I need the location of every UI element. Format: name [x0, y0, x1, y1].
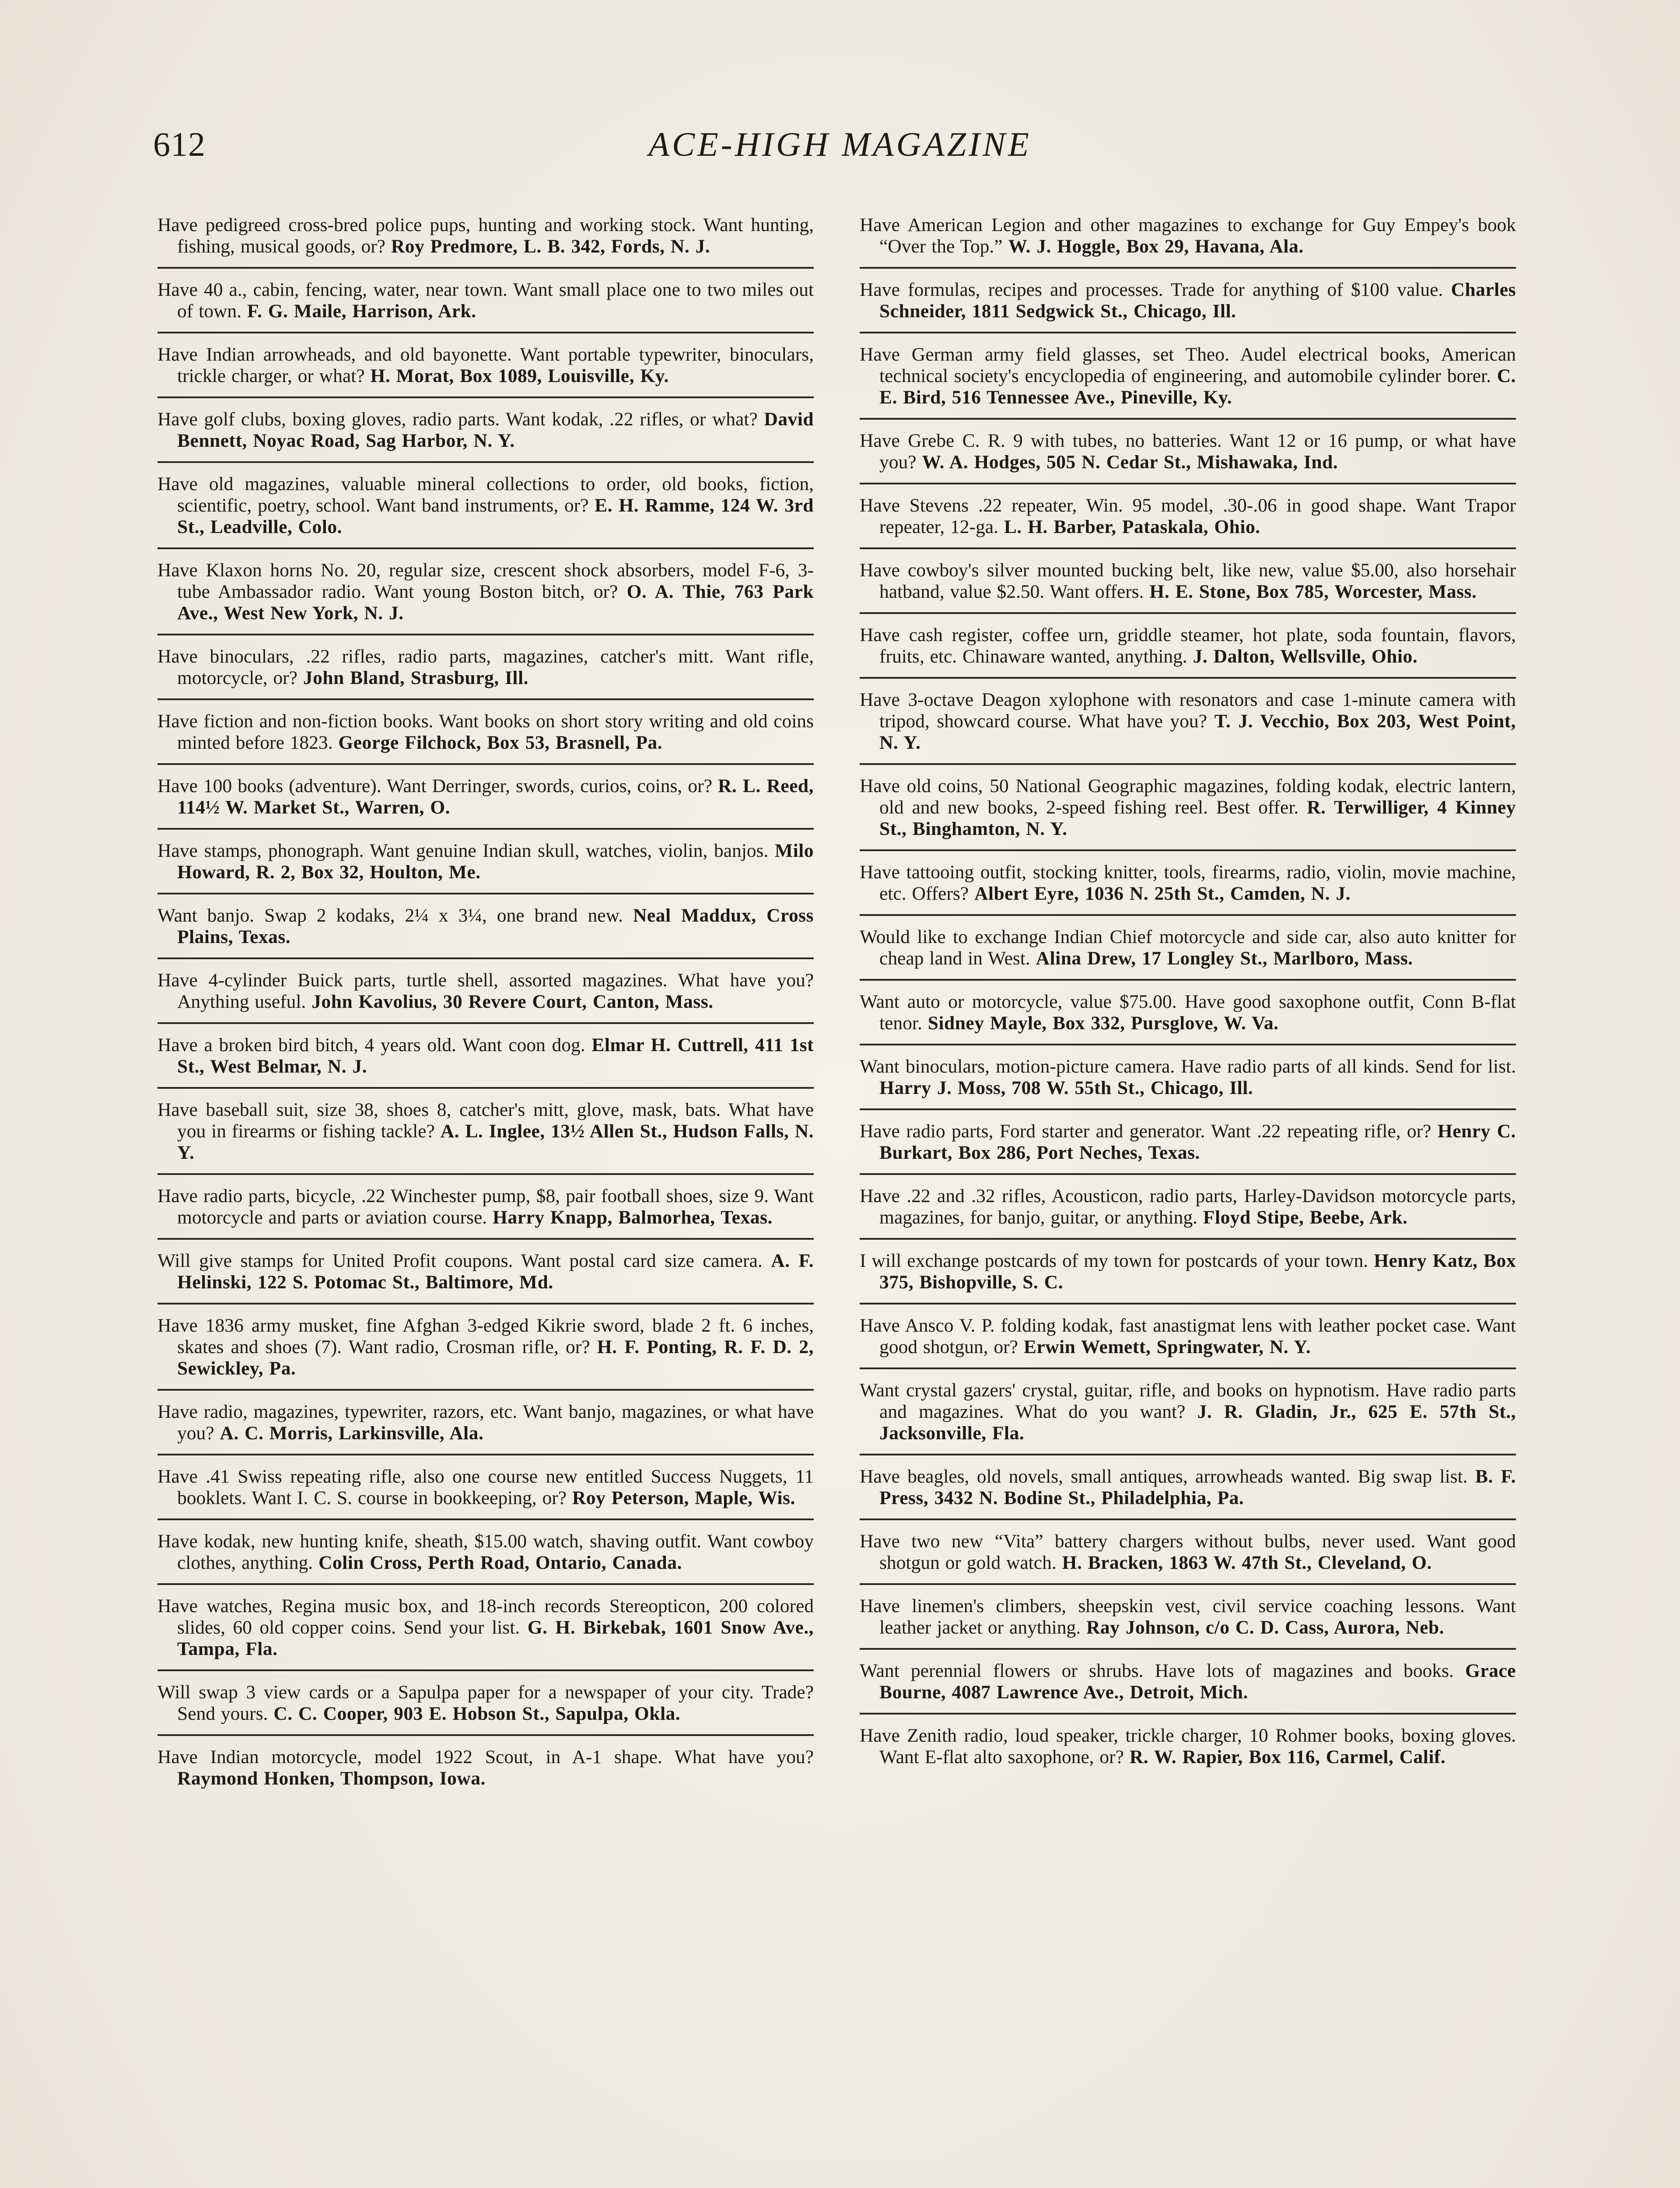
ad-contact: J. Dalton, Wellsville, Ohio.: [1193, 646, 1418, 667]
ad-text: Have golf clubs, boxing gloves, radio parts. Want kodak, .22 rifles, or what?: [158, 409, 758, 430]
ad-contact: W. A. Hodges, 505 N. Cedar St., Mishawaka, Ind.: [922, 452, 1338, 473]
ad-text: Have tattooing outfit, stocking knitter, tools, firearms, radio, violin, movie machine, etc. Offers?: [860, 862, 1516, 904]
classified-ad: [158, 1099, 814, 1175]
classified-ad: [158, 1682, 814, 1736]
classified-ad: [860, 1250, 1516, 1304]
ad-text: Have linemen's climbers, sheepskin vest, civil service coaching lessons. Want leather jacket or anything.: [860, 1595, 1516, 1638]
classified-ad: [158, 473, 814, 549]
ad-contact: R. W. Rapier, Box 116, Carmel, Calif.: [1129, 1746, 1446, 1767]
classified-ad: [158, 1315, 814, 1391]
classified-ad: [158, 214, 814, 269]
classified-ad: [860, 624, 1516, 679]
ad-contact: Albert Eyre, 1036 N. 25th St., Camden, N. J.: [974, 883, 1351, 904]
ad-contact: F. G. Maile, Harrison, Ark.: [247, 301, 476, 322]
ad-contact: John Kavolius, 30 Revere Court, Canton, Mass.: [312, 991, 714, 1012]
ad-contact: Floyd Stipe, Beebe, Ark.: [1203, 1207, 1408, 1228]
classified-ad: [860, 1185, 1516, 1240]
ad-contact: Milo Howard, R. 2, Box 32, Houlton, Me.: [177, 840, 814, 883]
classified-ad: [860, 689, 1516, 765]
ad-contact: T. J. Vecchio, Box 203, West Point, N. Y.: [879, 711, 1516, 753]
ad-text: Will swap 3 view cards or a Sapulpa paper for a newspaper of your city. Trade? Send yours.: [158, 1682, 814, 1724]
classified-ad: [860, 495, 1516, 549]
ad-contact: H. F. Ponting, R. F. D. 2, Sewickley, Pa.: [177, 1336, 814, 1379]
ad-text: Have Indian arrowheads, and old bayonette. Want portable typewriter, binoculars, trickle charger, or what?: [158, 344, 814, 386]
ad-text: Want perennial flowers or shrubs. Have lots of magazines and books.: [860, 1660, 1454, 1681]
ad-text: Want crystal gazers' crystal, guitar, rifle, and books on hypnotism. Have radio parts and magazines. What do you want?: [860, 1380, 1516, 1422]
classified-ad: [860, 1531, 1516, 1585]
ad-contact: H. Morat, Box 1089, Louisville, Ky.: [370, 365, 669, 386]
ad-text: Have .41 Swiss repeating rifle, also one course new entitled Success Nuggets, 11 booklets. Want I. C. S. course in bookkeeping, or?: [158, 1466, 814, 1508]
classified-ad: [158, 711, 814, 765]
classified-ad: [860, 560, 1516, 614]
page-number: 612: [153, 125, 206, 163]
ad-text: Have 4-cylinder Buick parts, turtle shell, assorted magazines. What have you? Anything useful.: [158, 970, 814, 1012]
classified-ad: [860, 1056, 1516, 1110]
ad-contact: R. L. Reed, 114½ W. Market St., Warren, O.: [177, 775, 814, 818]
ad-text: Have two new “Vita” battery chargers without bulbs, never used. Want good shotgun or gold watch.: [860, 1531, 1516, 1573]
classified-ad: [860, 1121, 1516, 1175]
ad-text: Have baseball suit, size 38, shoes 8, catcher's mitt, glove, mask, bats. What have you in firearms or fishing tackle?: [158, 1099, 814, 1142]
ad-contact: L. H. Barber, Pataskala, Ohio.: [1004, 516, 1260, 537]
ad-text: Have old coins, 50 National Geographic magazines, folding kodak, electric lantern, old and new books, 2-speed fishing reel. Best offer.: [860, 775, 1516, 818]
ad-text: Have 3-octave Deagon xylophone with resonators and case 1-minute camera with tripod, showcard course. What have you?: [860, 689, 1516, 732]
ad-text: Have 100 books (adventure). Want Derringer, swords, curios, coins, or?: [158, 775, 712, 796]
classified-ad: [860, 1380, 1516, 1455]
ad-contact: Alina Drew, 17 Longley St., Marlboro, Mass.: [1036, 948, 1413, 969]
left-column: [158, 214, 814, 1809]
ad-contact: Elmar H. Cuttrell, 411 1st St., West Belmar, N. J.: [177, 1034, 814, 1077]
ad-contact: Henry Katz, Box 375, Bishopville, S. C.: [879, 1250, 1516, 1293]
classified-ad: [158, 1746, 814, 1799]
classified-ad: [158, 344, 814, 398]
ad-contact: O. A. Thie, 763 Park Ave., West New York, N. J.: [177, 581, 814, 624]
ad-text: Have Klaxon horns No. 20, regular size, crescent shock absorbers, model F-6, 3-tube Ambassador radio. Want young Boston bitch, or?: [158, 560, 814, 602]
classified-ad: [158, 840, 814, 894]
classified-ad: [860, 1315, 1516, 1369]
ad-text: Have Zenith radio, loud speaker, trickle charger, 10 Rohmer books, boxing gloves. Want E-flat alto saxophone, or?: [860, 1725, 1516, 1767]
ad-contact: Roy Predmore, L. B. 342, Fords, N. J.: [391, 236, 710, 257]
ad-text: Have watches, Regina music box, and 18-inch records Stereopticon, 200 colored slides, 60 old copper coins. Send your list.: [158, 1595, 814, 1638]
classified-ad: [860, 214, 1516, 269]
ad-contact: H. E. Stone, Box 785, Worcester, Mass.: [1149, 581, 1477, 602]
ad-contact: B. F. Press, 3432 N. Bodine St., Philadelphia, Pa.: [879, 1466, 1516, 1508]
classified-ad: [860, 1466, 1516, 1520]
classified-ad: [158, 775, 814, 830]
ad-text: Have Stevens .22 repeater, Win. 95 model, .30-.06 in good shape. Want Trapor repeater, 12-ga.: [860, 495, 1516, 537]
ad-text: Have .22 and .32 rifles, Acousticon, radio parts, Harley-Davidson motorcycle parts, magazines, for banjo, guitar, or anything.: [860, 1185, 1516, 1228]
ad-contact: J. R. Gladin, Jr., 625 E. 57th St., Jacksonville, Fla.: [879, 1401, 1516, 1444]
classified-ad: [860, 279, 1516, 333]
classified-ad: [158, 1531, 814, 1585]
ad-text: Would like to exchange Indian Chief motorcycle and side car, also auto knitter for cheap land in West.: [860, 926, 1516, 969]
ad-contact: W. J. Hoggle, Box 29, Havana, Ala.: [1008, 236, 1304, 257]
classified-ad: [158, 1401, 814, 1455]
classified-ad: [860, 1595, 1516, 1650]
ad-text: Have 1836 army musket, fine Afghan 3-edged Kikrie sword, blade 2 ft. 6 inches, skates and shoes (7). Want radio, Crosman rifle, or?: [158, 1315, 814, 1357]
ad-contact: Harry Knapp, Balmorhea, Texas.: [493, 1207, 773, 1228]
classified-ad: [860, 862, 1516, 916]
ad-contact: C. C. Cooper, 903 E. Hobson St., Sapulpa, Okla.: [273, 1703, 681, 1724]
classified-ad: [860, 344, 1516, 420]
classified-ad: [860, 1725, 1516, 1778]
ad-contact: George Filchock, Box 53, Brasnell, Pa.: [338, 732, 663, 753]
classified-ad: [860, 1660, 1516, 1715]
classified-ad: [158, 1250, 814, 1304]
ad-text: Have stamps, phonograph. Want genuine Indian skull, watches, violin, banjos.: [158, 840, 769, 861]
right-column: [860, 214, 1516, 1788]
ad-text: Have cowboy's silver mounted bucking belt, like new, value $5.00, also horsehair hatband, value $2.50. Want offers.: [860, 560, 1516, 602]
ad-contact: H. Bracken, 1863 W. 47th St., Cleveland, O.: [1062, 1552, 1432, 1573]
ad-text: Will give stamps for United Profit coupons. Want postal card size camera.: [158, 1250, 763, 1271]
ad-contact: Henry C. Burkart, Box 286, Port Neches, Texas.: [879, 1121, 1516, 1163]
ad-text: Have formulas, recipes and processes. Trade for anything of $100 value.: [860, 279, 1443, 300]
ad-contact: A. C. Morris, Larkinsville, Ala.: [220, 1423, 484, 1444]
ad-text: Have fiction and non-fiction books. Want books on short story writing and old coins minted before 1823.: [158, 711, 814, 753]
ad-contact: C. E. Bird, 516 Tennessee Ave., Pineville, Ky.: [879, 365, 1516, 408]
ad-text: Have a broken bird bitch, 4 years old. Want coon dog.: [158, 1034, 585, 1055]
ad-contact: Neal Maddux, Cross Plains, Texas.: [177, 905, 814, 947]
classified-ad: [158, 905, 814, 959]
classified-ad: [158, 279, 814, 333]
ad-contact: Colin Cross, Perth Road, Ontario, Canada.: [318, 1552, 682, 1573]
ad-text: Have Grebe C. R. 9 with tubes, no batteries. Want 12 or 16 pump, or what have you?: [860, 430, 1516, 473]
classified-ad: [158, 560, 814, 635]
ad-text: Want binoculars, motion-picture camera. Have radio parts of all kinds. Send for list.: [860, 1056, 1516, 1077]
classified-ad: [158, 646, 814, 700]
classified-ad: [158, 1595, 814, 1671]
ad-contact: A. L. Inglee, 13½ Allen St., Hudson Falls, N. Y.: [177, 1121, 814, 1163]
classified-ad: [860, 775, 1516, 851]
classified-ad: [158, 1466, 814, 1520]
classified-ad: [860, 926, 1516, 981]
ad-text: Have 40 a., cabin, fencing, water, near town. Want small place one to two miles out of town.: [158, 279, 814, 322]
classified-ad: [860, 430, 1516, 484]
ad-text: Want auto or motorcycle, value $75.00. Have good saxophone outfit, Conn B-flat tenor.: [860, 991, 1516, 1034]
ad-contact: Harry J. Moss, 708 W. 55th St., Chicago, Ill.: [879, 1077, 1253, 1098]
ad-text: Have old magazines, valuable mineral collections to order, old books, fiction, scientific, poetry, school. Want band instruments, or?: [158, 473, 814, 516]
ad-text: I will exchange postcards of my town for postcards of your town.: [860, 1250, 1368, 1271]
ad-text: Have radio parts, Ford starter and generator. Want .22 repeating rifle, or?: [860, 1121, 1432, 1142]
classified-ad: [860, 991, 1516, 1045]
classified-ad: [158, 970, 814, 1024]
ad-text: Have Indian motorcycle, model 1922 Scout, in A-1 shape. What have you?: [158, 1746, 814, 1767]
ad-contact: A. F. Helinski, 122 S. Potomac St., Baltimore, Md.: [177, 1250, 814, 1293]
ad-text: Have radio parts, bicycle, .22 Winchester pump, $8, pair football shoes, size 9. Want motorcycle and parts or aviation course.: [158, 1185, 814, 1228]
ad-text: Have American Legion and other magazines to exchange for Guy Empey's book “Over the Top.”: [860, 214, 1516, 257]
ad-text: Have pedigreed cross-bred police pups, hunting and working stock. Want hunting, fishing, musical goods, or?: [158, 214, 814, 257]
ad-contact: Charles Schneider, 1811 Sedgwick St., Chicago, Ill.: [879, 279, 1516, 322]
ad-contact: E. H. Ramme, 124 W. 3rd St., Leadville, Colo.: [177, 495, 814, 537]
ad-contact: Erwin Wemett, Springwater, N. Y.: [1023, 1336, 1311, 1357]
ad-contact: Sidney Mayle, Box 332, Pursglove, W. Va.: [928, 1013, 1279, 1034]
ad-text: Have kodak, new hunting knife, sheath, $15.00 watch, shaving outfit. Want cowboy clothes, anything.: [158, 1531, 814, 1573]
ad-contact: Ray Johnson, c/o C. D. Cass, Aurora, Neb.: [1086, 1617, 1445, 1638]
ad-text: Want banjo. Swap 2 kodaks, 2¼ x 3¼, one brand new.: [158, 905, 623, 926]
ad-text: Have beagles, old novels, small antiques, arrowheads wanted. Big swap list.: [860, 1466, 1468, 1487]
running-head-title: ACE-HIGH MAGAZINE: [648, 125, 1032, 163]
ad-contact: Raymond Honken, Thompson, Iowa.: [177, 1768, 486, 1789]
ad-contact: Grace Bourne, 4087 Lawrence Ave., Detroit, Mich.: [879, 1660, 1516, 1703]
ad-contact: John Bland, Strasburg, Ill.: [303, 667, 528, 688]
ad-contact: David Bennett, Noyac Road, Sag Harbor, N. Y.: [177, 409, 814, 451]
ad-text: Have radio, magazines, typewriter, razors, etc. Want banjo, magazines, or what have you?: [158, 1401, 814, 1444]
ad-text: Have Ansco V. P. folding kodak, fast anastigmat lens with leather pocket case. Want good shotgun, or?: [860, 1315, 1516, 1357]
ad-contact: R. Terwilliger, 4 Kinney St., Binghamton, N. Y.: [879, 797, 1516, 839]
classified-ad: [158, 409, 814, 463]
ad-contact: Roy Peterson, Maple, Wis.: [572, 1487, 795, 1508]
ad-text: Have binoculars, .22 rifles, radio parts, magazines, catcher's mitt. Want rifle, motorcycle, or?: [158, 646, 814, 688]
classified-ad: [158, 1185, 814, 1240]
ad-text: Have German army field glasses, set Theo. Audel electrical books, American technical society's encyclopedia of engineering, and automobile cylinder borer.: [860, 344, 1516, 386]
ad-text: Have cash register, coffee urn, griddle steamer, hot plate, soda fountain, flavors, fruits, etc. Chinaware wanted, anything.: [860, 624, 1516, 667]
classified-ad: [158, 1034, 814, 1089]
ad-contact: G. H. Birkebak, 1601 Snow Ave., Tampa, Fla.: [177, 1617, 814, 1659]
